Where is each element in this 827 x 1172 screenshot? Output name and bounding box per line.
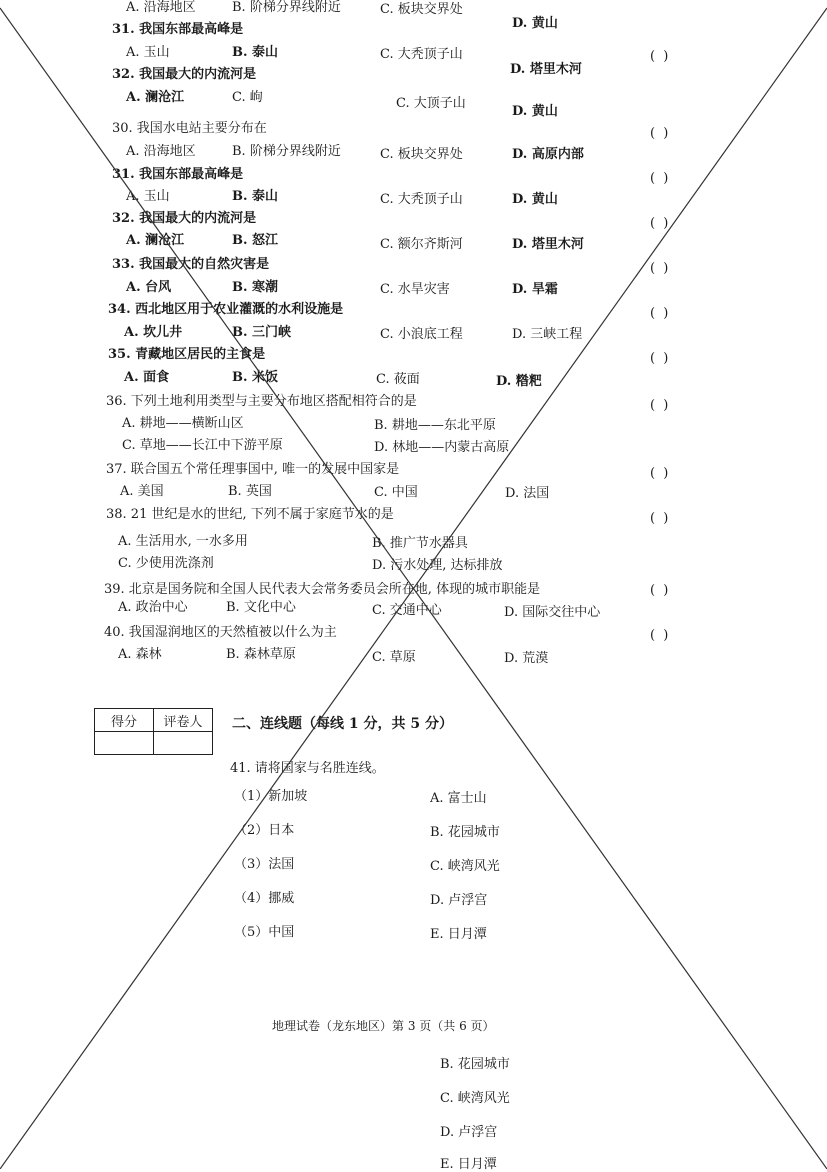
question-stem: 40. 我国湿润地区的天然植被以什么为主	[104, 625, 337, 640]
option: B. 三门峡	[232, 325, 292, 340]
ghost-option: D. 黄山	[512, 104, 558, 119]
ghost-answer-paren: ( )	[650, 49, 671, 64]
question-stem: 33. 我国最大的自然灾害是	[112, 257, 270, 272]
option: C. 草原	[372, 650, 416, 665]
option: A. 沿海地区	[126, 144, 196, 159]
option: D. 法国	[505, 486, 550, 501]
option: B. 阶梯分界线附近	[232, 144, 341, 159]
option: A. 政治中心	[118, 600, 188, 615]
answer-paren[interactable]: ( )	[650, 306, 671, 321]
option: C. 小浪底工程	[380, 327, 463, 342]
ghost-option: D. 塔里木河	[510, 62, 582, 77]
answer-paren[interactable]: ( )	[650, 398, 671, 413]
option: B. 推广节水器具	[372, 536, 468, 551]
country-item[interactable]: （2）日本	[234, 823, 295, 838]
question-stem: 41. 请将国家与名胜连线。	[230, 761, 385, 776]
ghost-option: A. 玉山	[126, 45, 170, 60]
option: A. 耕地——横断山区	[122, 416, 244, 431]
sight-item[interactable]: E. 日月潭	[430, 927, 487, 942]
answer-paren[interactable]: ( )	[650, 126, 671, 141]
option: D. 污水处理, 达标排放	[372, 558, 503, 573]
country-item[interactable]: （5）中国	[234, 925, 295, 940]
ghost-sight-item: B. 花园城市	[440, 1057, 510, 1072]
sight-item[interactable]: B. 花园城市	[430, 825, 500, 840]
page-footer: 地理试卷（龙东地区）第 3 页（共 6 页）	[272, 1019, 495, 1033]
question-stem: 39. 北京是国务院和全国人民代表大会常务委员会所在地, 体现的城市职能是	[104, 582, 541, 597]
ghost-option: C. 大顶子山	[396, 96, 466, 111]
ghost-option: B. 阶梯分界线附近	[232, 0, 341, 15]
option: A. 美国	[120, 484, 164, 499]
sight-item[interactable]: C. 峡湾风光	[430, 859, 500, 874]
option: C. 交通中心	[372, 603, 442, 618]
option: B. 英国	[228, 484, 272, 499]
ghost-option: C. 大秃顶子山	[380, 47, 463, 62]
grader-label: 评卷人	[154, 709, 213, 732]
ghost-sight-item: C. 峡湾风光	[440, 1091, 510, 1106]
option: C. 板块交界处	[380, 147, 463, 162]
option: C. 草地——长江中下游平原	[122, 438, 283, 453]
option: D. 三峡工程	[512, 327, 583, 342]
answer-paren[interactable]: ( )	[650, 216, 671, 231]
question-stem: 37. 联合国五个常任理事国中, 唯一的发展中国家是	[106, 462, 400, 477]
option: A. 玉山	[126, 189, 170, 204]
ghost-option: B. 泰山	[232, 45, 279, 60]
ghost-question-stem: 31. 我国东部最高峰是	[112, 22, 244, 37]
option: A. 面食	[124, 370, 170, 385]
question-stem: 34. 西北地区用于农业灌溉的水利设施是	[108, 302, 344, 317]
country-item[interactable]: （3）法国	[234, 857, 295, 872]
option: A. 生活用水, 一水多用	[118, 534, 248, 549]
ghost-question-stem: 32. 我国最大的内流河是	[112, 67, 257, 82]
question-stem: 36. 下列土地利用类型与主要分布地区搭配相符合的是	[106, 394, 417, 409]
option: A. 澜沧江	[126, 233, 185, 248]
option: B. 泰山	[232, 189, 279, 204]
question-stem: 35. 青藏地区居民的主食是	[108, 347, 266, 362]
option: D. 塔里木河	[512, 237, 584, 252]
answer-paren[interactable]: ( )	[650, 351, 671, 366]
option: D. 高原内部	[512, 147, 584, 162]
option: D. 林地——内蒙古高原	[374, 440, 510, 455]
option: A. 坎儿井	[124, 325, 183, 340]
answer-paren[interactable]: ( )	[650, 261, 671, 276]
option: D. 黄山	[512, 192, 558, 207]
option: D. 旱霜	[512, 282, 558, 297]
answer-paren[interactable]: ( )	[650, 466, 671, 481]
option: B. 耕地——东北平原	[374, 418, 496, 433]
option: C. 额尔齐斯河	[380, 237, 463, 252]
option: D. 荒漠	[504, 651, 549, 666]
country-item[interactable]: （1）新加坡	[234, 789, 308, 804]
question-stem: 31. 我国东部最高峰是	[112, 167, 244, 182]
option: C. 中国	[374, 485, 418, 500]
option: A. 台风	[126, 280, 172, 295]
ghost-option: C. 板块交界处	[380, 2, 463, 17]
option: B. 怒江	[232, 233, 279, 248]
score-label: 得分	[95, 709, 154, 732]
option: B. 文化中心	[226, 600, 296, 615]
question-stem: 30. 我国水电站主要分布在	[112, 121, 267, 136]
ghost-option: A. 沿海地区	[126, 0, 196, 15]
section-heading: 二、连线题（每线 1 分，共 5 分）	[232, 716, 453, 732]
option: C. 少使用洗涤剂	[118, 556, 214, 571]
option: B. 寒潮	[232, 280, 279, 295]
ghost-sight-item: E. 日月潭	[440, 1157, 497, 1172]
option: D. 国际交往中心	[504, 605, 601, 620]
ghost-option: D. 黄山	[512, 16, 558, 31]
option: B. 森林草原	[226, 647, 296, 662]
option: A. 森林	[118, 647, 162, 662]
sight-item[interactable]: D. 卢浮宫	[430, 893, 488, 908]
answer-paren[interactable]: ( )	[650, 171, 671, 186]
answer-paren[interactable]: ( )	[650, 628, 671, 643]
ghost-sight-item: D. 卢浮宫	[440, 1125, 498, 1140]
option: C. 水旱灾害	[380, 282, 450, 297]
option: C. 莜面	[376, 372, 420, 387]
question-stem: 38. 21 世纪是水的世纪, 下列不属于家庭节水的是	[106, 507, 394, 522]
country-item[interactable]: （4）挪威	[234, 891, 295, 906]
option: C. 大秃顶子山	[380, 192, 463, 207]
answer-paren[interactable]: ( )	[650, 583, 671, 598]
option: B. 米饭	[232, 370, 279, 385]
ghost-option: C. 岣	[232, 90, 263, 105]
question-stem: 32. 我国最大的内流河是	[112, 211, 257, 226]
answer-paren[interactable]: ( )	[650, 511, 671, 526]
option: D. 糌粑	[496, 374, 542, 389]
sight-item[interactable]: A. 富士山	[430, 791, 487, 806]
ghost-option: A. 澜沧江	[126, 90, 185, 105]
